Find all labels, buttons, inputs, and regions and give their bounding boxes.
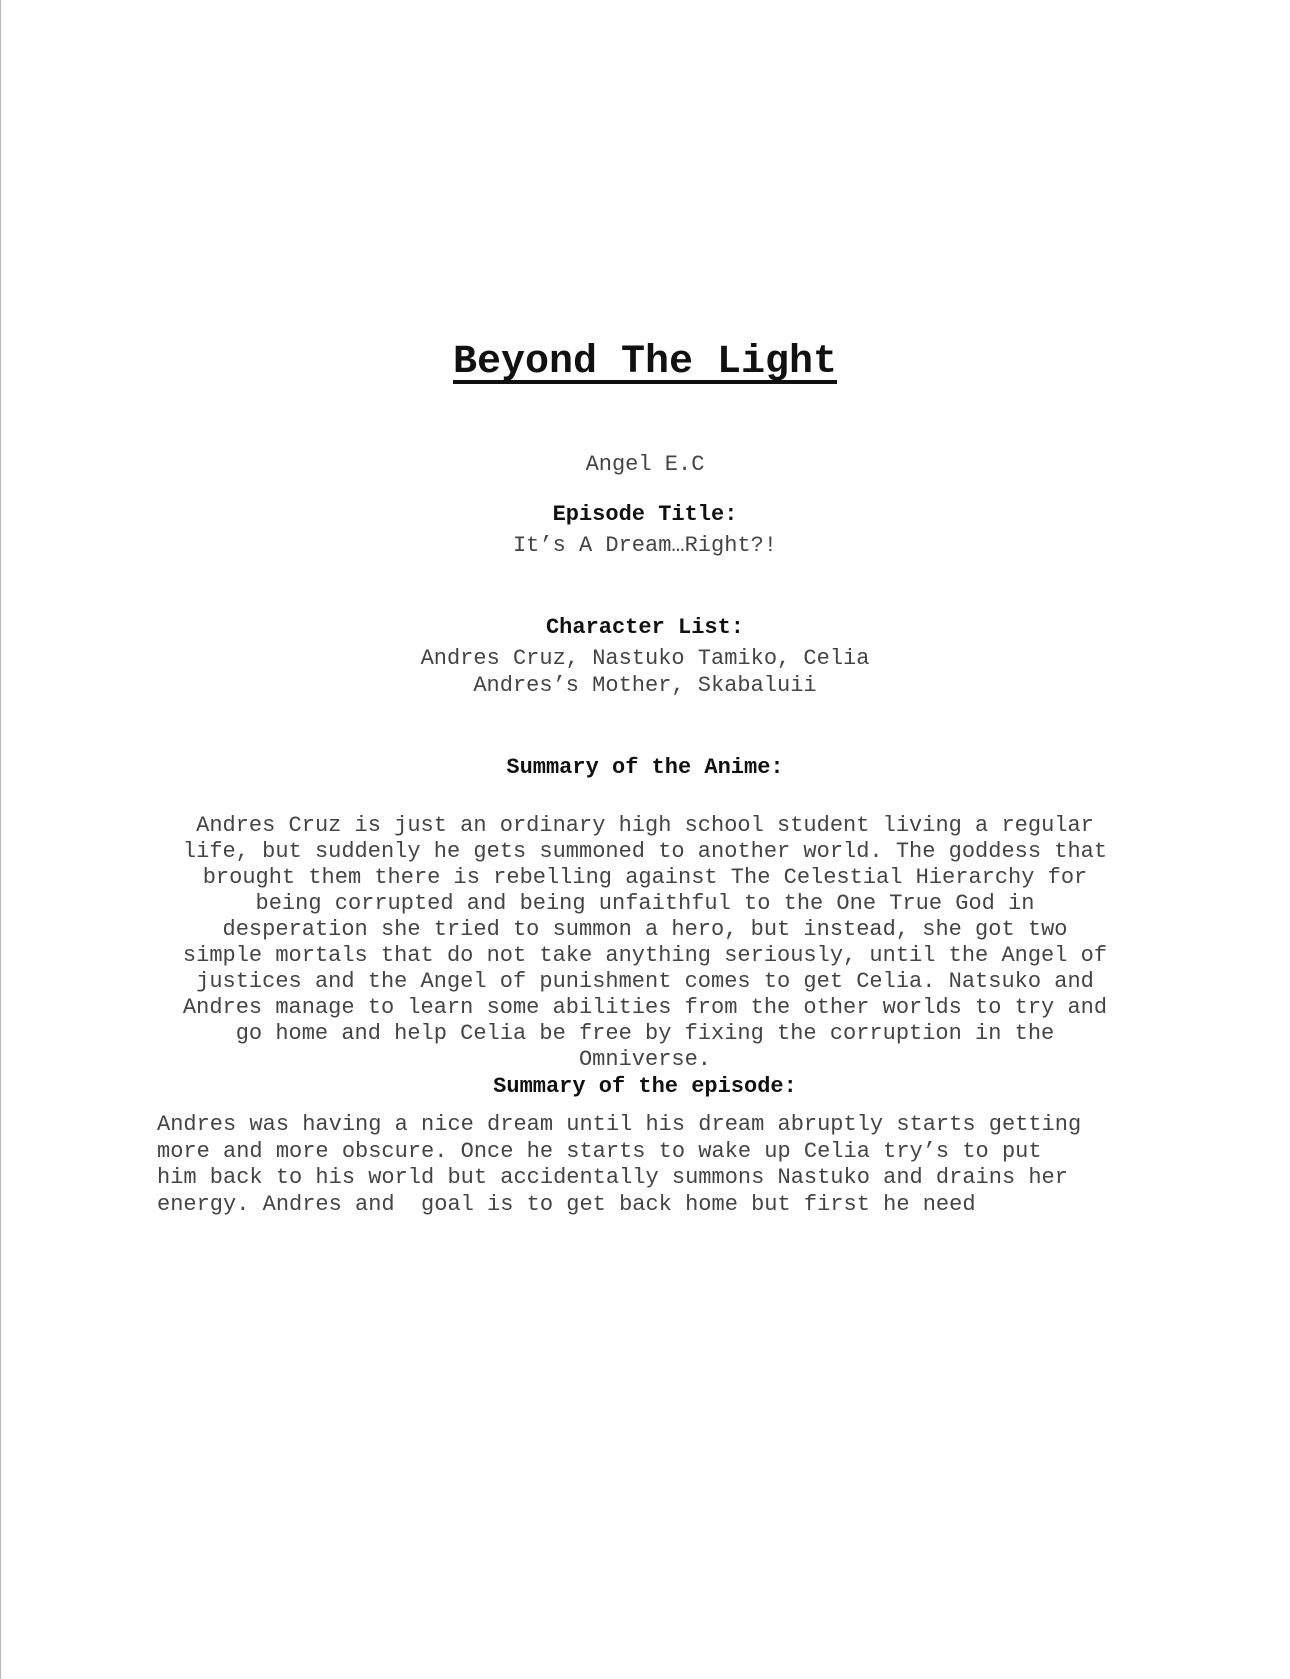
anime-summary-line: Andres Cruz is just an ordinary high school student living a regular xyxy=(196,813,1094,838)
character-list-line: Andres Cruz, Nastuko Tamiko, Celia xyxy=(420,646,870,671)
episode-summary-line: more and more obscure. Once he starts to wake up Celia try’s to put xyxy=(157,1138,1042,1164)
author-name: Angel E.C xyxy=(585,452,705,477)
character-list-label: Character List: xyxy=(545,615,745,640)
episode-summary-line: Andres was having a nice dream until his dream abruptly starts getting xyxy=(157,1112,1082,1137)
anime-summary-line: desperation she tried to summon a hero, but instead, she got two xyxy=(222,917,1068,942)
episode-summary-line: energy. Andres and goal is to get back home but first he need xyxy=(157,1191,976,1217)
character-list-line: Andres’s Mother, Skabaluii xyxy=(473,673,817,698)
anime-summary-line: Andres manage to learn some abilities from the other worlds to try and xyxy=(182,995,1108,1020)
episode-title-value: It’s A Dream…Right?! xyxy=(512,533,778,558)
anime-summary-line: brought them there is rebelling against The Celestial Hierarchy for xyxy=(202,865,1088,890)
episode-summary xyxy=(157,1112,1137,1218)
document-title-text: Beyond The Light xyxy=(452,340,838,385)
anime-summary xyxy=(155,813,1135,1073)
page-edge xyxy=(0,0,1,1679)
anime-summary-line: life, but suddenly he gets summoned to another world. The goddess that xyxy=(182,839,1108,864)
episode-summary-label: Summary of the episode: xyxy=(493,1074,797,1099)
anime-summary-label: Summary of the Anime: xyxy=(506,755,784,780)
anime-summary-line: justices and the Angel of punishment comes to get Celia. Natsuko and xyxy=(196,969,1094,994)
character-list xyxy=(0,645,1290,699)
episode-title-label: Episode Title: xyxy=(552,502,738,527)
document-title xyxy=(0,340,1290,386)
anime-summary-line: go home and help Celia be free by fixing the corruption in the xyxy=(235,1021,1055,1046)
anime-summary-line: simple mortals that do not take anything seriously, until the Angel of xyxy=(182,943,1108,968)
episode-summary-line: him back to his world but accidentally summons Nastuko and drains her xyxy=(157,1165,1068,1190)
anime-summary-line: Omniverse. xyxy=(578,1047,712,1072)
anime-summary-line: being corrupted and being unfaithful to the One True God in xyxy=(255,891,1035,916)
